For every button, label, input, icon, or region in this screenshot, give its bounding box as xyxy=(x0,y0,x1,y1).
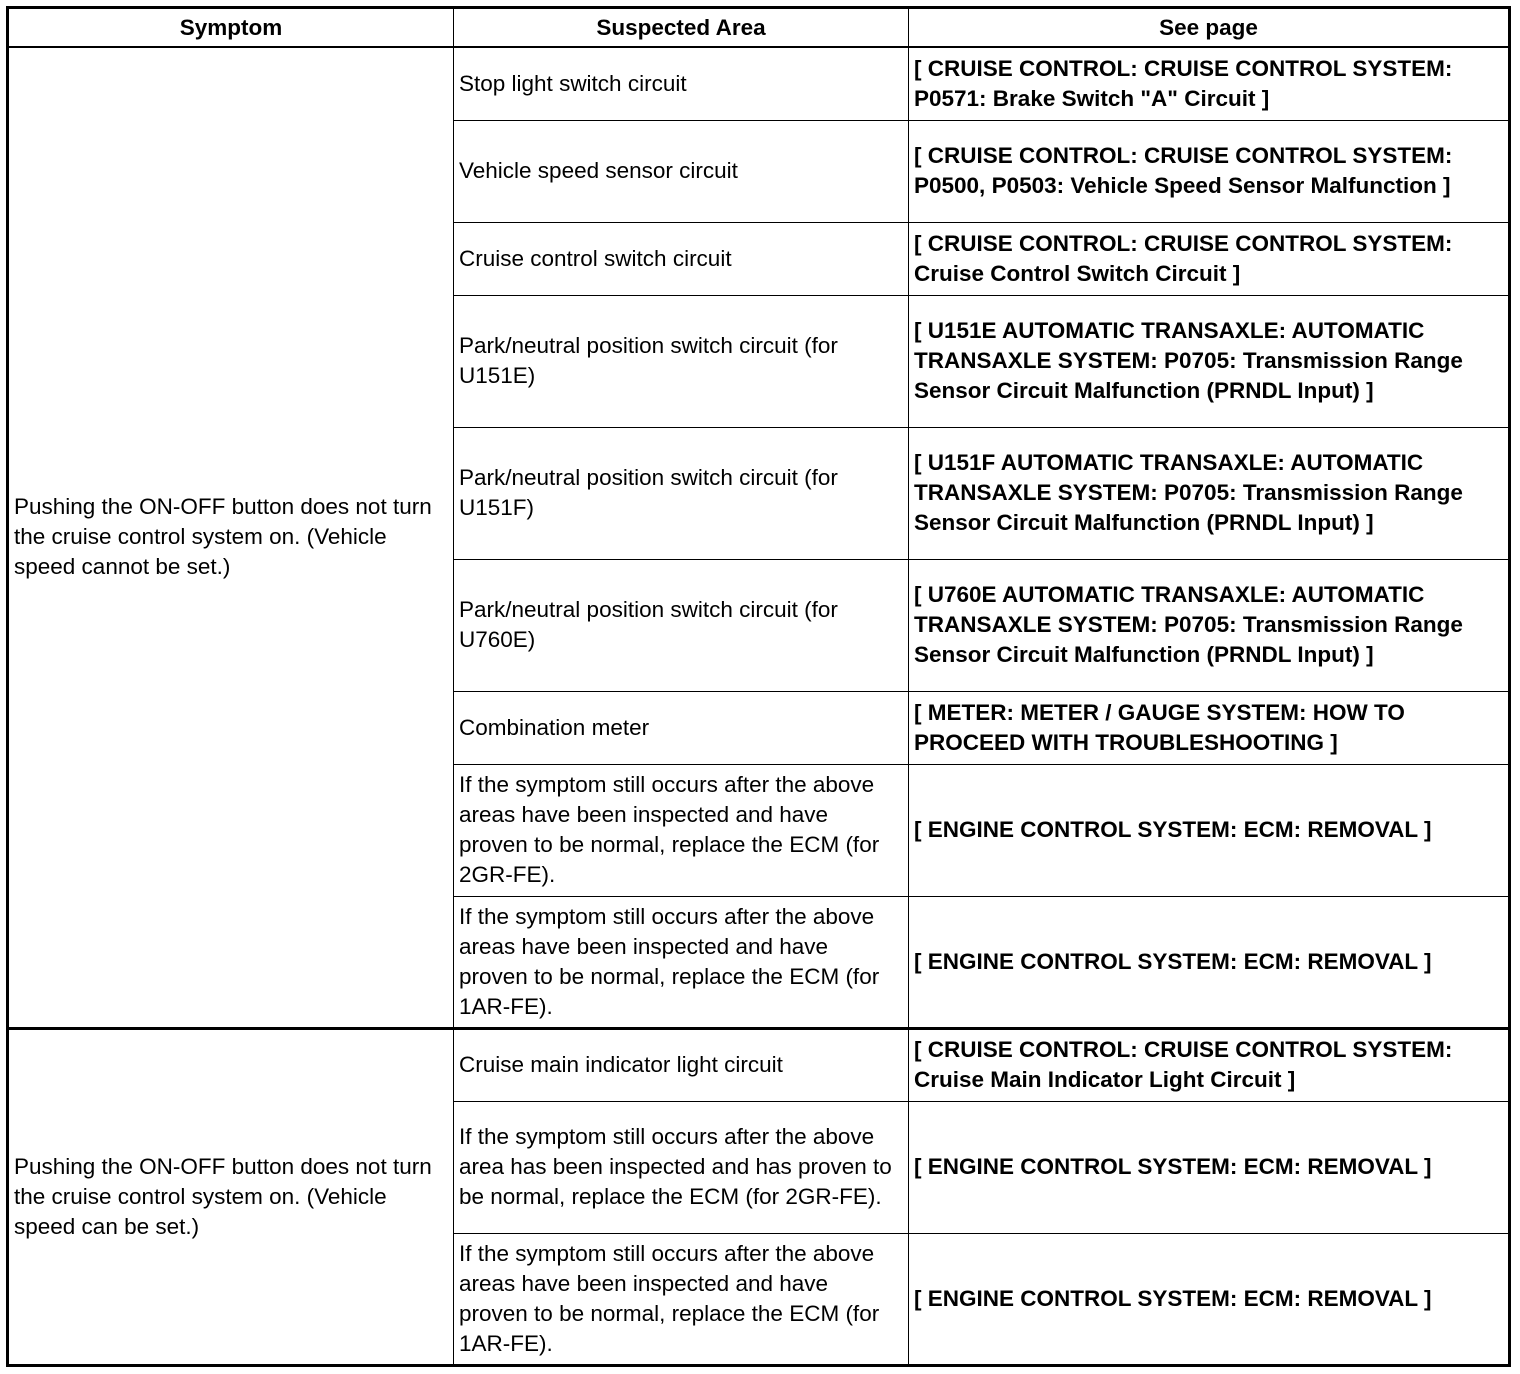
see-page-link[interactable]: [ U760E AUTOMATIC TRANSAXLE: AUTOMATIC TRANSAXLE SYSTEM: P0705: Transmission Range Sensor Circuit Malfunction (PRNDL Input) ] xyxy=(909,559,1510,691)
see-page-link[interactable]: [ U151F AUTOMATIC TRANSAXLE: AUTOMATIC TRANSAXLE SYSTEM: P0705: Transmission Range Sensor Circuit Malfunction (PRNDL Input) ] xyxy=(909,427,1510,559)
suspected-area-cell: Park/neutral position switch circuit (for U760E) xyxy=(454,559,909,691)
header-symptom: Symptom xyxy=(8,8,454,48)
symptom-cell: Pushing the ON-OFF button does not turn the cruise control system on. (Vehicle speed cannot be set.) xyxy=(8,47,454,1028)
header-see-page: See page xyxy=(909,8,1510,48)
see-page-link[interactable]: [ CRUISE CONTROL: CRUISE CONTROL SYSTEM: P0571: Brake Switch "A" Circuit ] xyxy=(909,47,1510,120)
suspected-area-cell: Cruise control switch circuit xyxy=(454,222,909,295)
see-page-link[interactable]: [ ENGINE CONTROL SYSTEM: ECM: REMOVAL ] xyxy=(909,896,1510,1028)
suspected-area-cell: Cruise main indicator light circuit xyxy=(454,1028,909,1101)
suspected-area-cell: If the symptom still occurs after the above area has been inspected and has proven to be normal, replace the ECM (for 2GR-FE). xyxy=(454,1101,909,1233)
table-row xyxy=(8,47,1510,120)
suspected-area-cell: Park/neutral position switch circuit (for U151E) xyxy=(454,295,909,427)
table-row xyxy=(8,1028,1510,1101)
see-page-link[interactable]: [ U151E AUTOMATIC TRANSAXLE: AUTOMATIC TRANSAXLE SYSTEM: P0705: Transmission Range Sensor Circuit Malfunction (PRNDL Input) ] xyxy=(909,295,1510,427)
suspected-area-cell: Park/neutral position switch circuit (for U151F) xyxy=(454,427,909,559)
header-suspected-area: Suspected Area xyxy=(454,8,909,48)
suspected-area-cell: If the symptom still occurs after the above areas have been inspected and have proven to be normal, replace the ECM (for 1AR-FE). xyxy=(454,1233,909,1365)
suspected-area-cell: Combination meter xyxy=(454,691,909,764)
troubleshooting-table xyxy=(6,6,1511,1367)
header-row xyxy=(8,8,1510,48)
see-page-link[interactable]: [ METER: METER / GAUGE SYSTEM: HOW TO PROCEED WITH TROUBLESHOOTING ] xyxy=(909,691,1510,764)
suspected-area-cell: If the symptom still occurs after the above areas have been inspected and have proven to be normal, replace the ECM (for 1AR-FE). xyxy=(454,896,909,1028)
see-page-link[interactable]: [ CRUISE CONTROL: CRUISE CONTROL SYSTEM: P0500, P0503: Vehicle Speed Sensor Malfunction ] xyxy=(909,120,1510,222)
see-page-link[interactable]: [ CRUISE CONTROL: CRUISE CONTROL SYSTEM: Cruise Control Switch Circuit ] xyxy=(909,222,1510,295)
see-page-link[interactable]: [ ENGINE CONTROL SYSTEM: ECM: REMOVAL ] xyxy=(909,1233,1510,1365)
suspected-area-cell: If the symptom still occurs after the above areas have been inspected and have proven to be normal, replace the ECM (for 2GR-FE). xyxy=(454,764,909,896)
see-page-link[interactable]: [ CRUISE CONTROL: CRUISE CONTROL SYSTEM: Cruise Main Indicator Light Circuit ] xyxy=(909,1028,1510,1101)
see-page-link[interactable]: [ ENGINE CONTROL SYSTEM: ECM: REMOVAL ] xyxy=(909,1101,1510,1233)
suspected-area-cell: Vehicle speed sensor circuit xyxy=(454,120,909,222)
suspected-area-cell: Stop light switch circuit xyxy=(454,47,909,120)
see-page-link[interactable]: [ ENGINE CONTROL SYSTEM: ECM: REMOVAL ] xyxy=(909,764,1510,896)
symptom-cell: Pushing the ON-OFF button does not turn the cruise control system on. (Vehicle speed can be set.) xyxy=(8,1028,454,1365)
